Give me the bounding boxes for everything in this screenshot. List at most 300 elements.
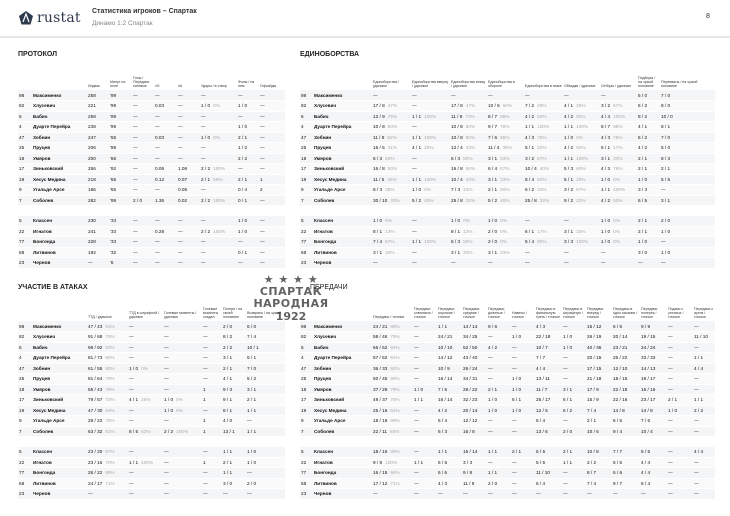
table-row bbox=[18, 478, 285, 489]
stat-cell: 1 / 1 bbox=[222, 447, 246, 458]
table-row bbox=[300, 143, 715, 154]
stat-cell bbox=[372, 226, 411, 237]
stat-percent: 50% bbox=[537, 113, 547, 119]
stat-cell: 2 / 1 bbox=[637, 226, 660, 237]
stat-cell: 6 / 6 bbox=[437, 457, 462, 468]
stat-percent: 100% bbox=[537, 124, 550, 130]
stat-cell: 4 / 2 bbox=[637, 143, 660, 154]
column-header: Возвраты / на чужой половине bbox=[247, 310, 282, 319]
stat-cell: 16 / 14 bbox=[462, 447, 487, 458]
stat-cell bbox=[372, 132, 411, 143]
stat-percent: 75% bbox=[387, 113, 398, 119]
stat-cell: 2 / 0 bbox=[246, 478, 285, 489]
stat-value: 3 / 1 bbox=[451, 249, 461, 255]
player-number: 77 bbox=[18, 237, 32, 248]
stat-cell: 4 / 3 bbox=[535, 321, 562, 332]
player-name: Хлусевич bbox=[32, 332, 87, 343]
stat-cell: — bbox=[202, 363, 222, 374]
stat-value: 3 / 1 bbox=[488, 249, 498, 255]
table-row bbox=[18, 416, 285, 427]
logo-text: rustat bbox=[37, 10, 81, 26]
stat-value: 2 / 0 bbox=[488, 239, 498, 245]
stat-cell: — bbox=[413, 332, 437, 343]
stat-cell bbox=[87, 478, 128, 489]
table-row bbox=[18, 332, 285, 343]
stat-cell: 6 / 4 bbox=[640, 478, 667, 489]
stat-cell bbox=[450, 101, 487, 112]
stat-cell: 4 / 4 bbox=[535, 363, 562, 374]
stat-cell: 4 / 0 bbox=[222, 416, 246, 427]
stat-cell: — bbox=[200, 143, 237, 154]
column-header: Передачи длинные / точные bbox=[488, 306, 505, 319]
stat-cell bbox=[128, 363, 163, 374]
stat-cell: — bbox=[237, 258, 259, 269]
stat-cell: 20 / 14 bbox=[462, 405, 487, 416]
player-number: 17 bbox=[300, 164, 313, 175]
header-number bbox=[18, 68, 32, 90]
stat-cell bbox=[450, 195, 487, 206]
stat-cell: — bbox=[667, 426, 693, 437]
stat-percent: 13% bbox=[385, 228, 395, 234]
stat-value: 1 / 0 bbox=[164, 397, 174, 403]
stat-cell bbox=[87, 363, 128, 374]
stat-cell: 5 / 5 bbox=[640, 447, 667, 458]
stat-cell: — bbox=[487, 258, 524, 269]
stat-cell: 9 / 6 bbox=[487, 321, 511, 332]
player-name: Соболев bbox=[313, 195, 372, 206]
stat-cell: — bbox=[163, 374, 202, 385]
stat-cell bbox=[163, 395, 202, 406]
column-header: Единоборства вверху / удачные bbox=[412, 79, 449, 88]
player-name: Дуарте Перейра bbox=[313, 353, 372, 364]
stat-value: 4 / 3 bbox=[601, 166, 611, 172]
stat-cell: — bbox=[154, 143, 177, 154]
stat-cell bbox=[87, 321, 128, 332]
stat-cell: 34 / 31 bbox=[462, 374, 487, 385]
stat-cell: — bbox=[202, 489, 222, 500]
table-row bbox=[18, 132, 285, 143]
stat-cell: — bbox=[487, 332, 511, 343]
stat-cell: 40 / 36 bbox=[586, 342, 612, 353]
stat-percent: 50% bbox=[576, 145, 586, 151]
stat-percent: 50% bbox=[213, 176, 223, 182]
stat-cell: 4 / 2 bbox=[437, 405, 462, 416]
stat-cell bbox=[450, 153, 487, 164]
stamp-line-1: СПАРТАК bbox=[259, 285, 323, 298]
section-title-duels: ЕДИНОБОРСТВА bbox=[300, 51, 360, 58]
stat-value: 5 / 2 bbox=[412, 197, 422, 203]
stat-value: 26 / 22 bbox=[88, 470, 103, 476]
stat-cell: 1 / 1 bbox=[246, 426, 285, 437]
column-header: Голевые моменты создал bbox=[203, 306, 219, 319]
stat-value: 8 / 1 bbox=[373, 228, 383, 234]
stat-cell: — bbox=[667, 384, 693, 395]
table-row bbox=[300, 174, 715, 185]
stat-value: 5 / 1 bbox=[564, 176, 574, 182]
stat-value: 3 / 2 bbox=[525, 155, 535, 161]
table-row bbox=[300, 416, 715, 427]
stat-cell: 1 bbox=[202, 457, 222, 468]
stat-value: 25 / 8 bbox=[525, 197, 537, 203]
player-number: 6 bbox=[18, 342, 32, 353]
stat-cell: — bbox=[132, 143, 154, 154]
stat-cell bbox=[600, 226, 637, 237]
player-number: 25 bbox=[300, 374, 313, 385]
stat-cell: 1 / 1 bbox=[222, 468, 246, 479]
stat-cell: 1 / 1 bbox=[437, 321, 462, 332]
stat-value: 3 / 1 bbox=[488, 176, 498, 182]
column-header: Единоборства внизу / удачные bbox=[451, 79, 486, 88]
stat-percent: 33% bbox=[576, 228, 586, 234]
stat-cell: '99 bbox=[109, 122, 132, 133]
stat-cell: '33 bbox=[109, 237, 132, 248]
player-name: Зиньковский bbox=[32, 395, 87, 406]
stat-percent: 33% bbox=[500, 176, 510, 182]
spartak-watermark-stamp: ★ ★ ★ ★ СПАРТАК НАРОДНАЯ 1922 bbox=[250, 274, 332, 320]
stat-cell: — bbox=[411, 247, 450, 258]
stat-percent: 89% bbox=[390, 449, 400, 455]
stat-value: 12 / 9 bbox=[373, 113, 385, 119]
stat-value: 55 / 43 bbox=[88, 386, 103, 392]
stat-value: 10 / 6 bbox=[488, 103, 500, 109]
player-name: Соболев bbox=[313, 426, 372, 437]
stat-cell bbox=[487, 247, 524, 258]
stat-percent: 0% bbox=[500, 218, 507, 224]
stat-percent: 33% bbox=[500, 249, 510, 255]
stat-percent: 63% bbox=[141, 428, 151, 434]
stat-cell: — bbox=[132, 185, 154, 196]
player-name: Бабич bbox=[32, 111, 87, 122]
player-number: 9 bbox=[18, 416, 32, 427]
column-header: ТТД в штрафной / удачные bbox=[129, 310, 160, 319]
player-name: Умяров bbox=[313, 153, 372, 164]
player-name: Игнатов bbox=[313, 457, 372, 468]
stat-percent: 75% bbox=[537, 134, 547, 140]
stat-cell: — bbox=[200, 185, 237, 196]
stat-value: 61 / 55 bbox=[88, 365, 103, 371]
stat-cell: — bbox=[563, 216, 600, 227]
stat-percent: 100% bbox=[613, 113, 626, 119]
stat-cell: — bbox=[132, 122, 154, 133]
stat-percent: 80% bbox=[387, 124, 398, 130]
stat-cell: — bbox=[163, 321, 202, 332]
stat-cell: '65 bbox=[109, 132, 132, 143]
column-header: Потери / на своей половине bbox=[223, 306, 243, 319]
stat-cell: — bbox=[259, 247, 285, 258]
player-name: Пруцев bbox=[313, 374, 372, 385]
stat-cell bbox=[87, 395, 128, 406]
stat-percent: 79% bbox=[390, 334, 400, 340]
stat-cell: — bbox=[511, 426, 535, 437]
stat-cell: 19 / 15 bbox=[640, 332, 667, 343]
player-name: Пруцев bbox=[313, 143, 372, 154]
stat-cell bbox=[372, 153, 411, 164]
gap-cell bbox=[300, 437, 715, 447]
stat-value: 2 / 1 bbox=[201, 176, 211, 182]
stat-cell: 8 / 7 bbox=[586, 468, 612, 479]
stat-cell: — bbox=[132, 101, 154, 112]
stat-cell: 1 / 1 bbox=[562, 457, 586, 468]
table-row bbox=[300, 111, 715, 122]
stat-value: 81 / 73 bbox=[88, 355, 103, 361]
player-name: Максименко bbox=[32, 90, 87, 101]
stat-cell bbox=[563, 111, 600, 122]
stat-cell bbox=[487, 143, 524, 154]
column-header: Голы / Передачи голевые bbox=[133, 75, 150, 88]
player-name: Умяров bbox=[32, 153, 87, 164]
substitutes-gap bbox=[18, 437, 285, 447]
stat-value: 1 / 1 bbox=[601, 187, 611, 193]
stat-percent: 40% bbox=[465, 176, 476, 182]
stat-cell: — bbox=[511, 489, 535, 500]
stat-value: 5 / 4 bbox=[525, 239, 535, 245]
stat-cell: 6 / 5 bbox=[535, 447, 562, 458]
player-number: 82 bbox=[18, 101, 32, 112]
stat-cell bbox=[600, 216, 637, 227]
column-header: Обводки / удачные bbox=[564, 83, 596, 88]
stat-percent: 89% bbox=[390, 418, 400, 424]
stat-percent: 88% bbox=[390, 323, 400, 329]
table-row bbox=[300, 195, 715, 206]
stat-value: 25 / 8 bbox=[451, 197, 463, 203]
stat-cell: — bbox=[487, 363, 511, 374]
stat-cell: 28 / 22 bbox=[462, 384, 487, 395]
stat-cell: 8 / 1 bbox=[222, 405, 246, 416]
stat-cell: 1 / 0 bbox=[246, 447, 285, 458]
stat-value: 1 / 0 bbox=[201, 134, 211, 140]
stat-percent: 33% bbox=[465, 145, 476, 151]
stat-cell: 13 / 11 bbox=[535, 374, 562, 385]
stat-cell: '99 bbox=[109, 143, 132, 154]
stat-cell: 20 / 14 bbox=[612, 332, 640, 343]
stat-value: 18 / 16 bbox=[373, 418, 388, 424]
header-player bbox=[32, 68, 87, 90]
stat-cell: — bbox=[132, 164, 154, 175]
stat-cell: — bbox=[413, 363, 437, 374]
stat-cell: 3 / 3 bbox=[637, 185, 660, 196]
stat-cell: — bbox=[154, 237, 177, 248]
player-number: 47 bbox=[300, 132, 313, 143]
stat-cell: — bbox=[667, 363, 693, 374]
stat-cell: 2 / 0 bbox=[562, 426, 586, 437]
stat-cell: — bbox=[413, 374, 437, 385]
column-header: Передачи с аутов / точные bbox=[694, 306, 714, 319]
stat-cell: — bbox=[132, 153, 154, 164]
stat-cell: — bbox=[562, 489, 586, 500]
section-title-attacks: УЧАСТИЕ В АТАКАХ bbox=[18, 284, 88, 291]
table-row bbox=[300, 374, 715, 385]
player-name: Зиньковский bbox=[32, 164, 87, 175]
stat-cell bbox=[200, 174, 237, 185]
stat-value: 17 / 8 bbox=[451, 103, 463, 109]
column-header: Минут на поле bbox=[110, 79, 126, 88]
stat-cell: — bbox=[450, 90, 487, 101]
stat-cell: — bbox=[693, 489, 715, 500]
stat-percent: 0% bbox=[500, 228, 507, 234]
stat-cell bbox=[487, 101, 524, 112]
player-number: 25 bbox=[18, 374, 32, 385]
stat-cell: 282 bbox=[87, 195, 109, 206]
stat-cell: 1 / 2 bbox=[237, 143, 259, 154]
stat-cell: 6 / 1 bbox=[511, 395, 535, 406]
player-name: Максименко bbox=[313, 90, 372, 101]
stat-percent: 13% bbox=[463, 228, 473, 234]
player-number: 18 bbox=[18, 153, 32, 164]
stat-value: 12 / 4 bbox=[451, 145, 463, 151]
stat-percent: 71% bbox=[390, 480, 400, 486]
stat-cell: — bbox=[128, 353, 163, 364]
stat-cell: — bbox=[667, 489, 693, 500]
stat-value: 3 / 1 bbox=[601, 155, 611, 161]
stat-cell: — bbox=[524, 247, 563, 258]
stat-percent: 40% bbox=[500, 197, 510, 203]
stat-cell: 2 / 1 bbox=[637, 216, 660, 227]
gap-cell bbox=[18, 206, 285, 216]
stat-percent: 100% bbox=[213, 228, 226, 234]
stat-percent: 50% bbox=[613, 197, 623, 203]
stat-cell: 1 / 1 bbox=[487, 447, 511, 458]
stat-cell bbox=[372, 416, 413, 427]
stat-cell bbox=[372, 468, 413, 479]
stat-value: 1 / 1 bbox=[412, 239, 422, 245]
stat-cell: — bbox=[413, 321, 437, 332]
stat-cell: 11 / 9 bbox=[462, 478, 487, 489]
stat-value: 7 / 4 bbox=[373, 239, 383, 245]
stat-value: 1 / 0 bbox=[201, 103, 211, 109]
stat-value: 3 / 3 bbox=[564, 239, 574, 245]
player-name: Максименко bbox=[313, 321, 372, 332]
stat-value: 8 / 7 bbox=[488, 113, 498, 119]
table-row bbox=[18, 185, 285, 196]
stat-cell: — bbox=[693, 457, 715, 468]
column-header: Индекс bbox=[88, 83, 101, 88]
stat-cell: 2 / 2 bbox=[222, 342, 246, 353]
stat-value: 11 / 9 bbox=[373, 134, 385, 140]
stat-cell: — bbox=[563, 258, 600, 269]
stat-cell: — bbox=[562, 321, 586, 332]
stat-cell: 7 / 7 bbox=[612, 447, 640, 458]
stat-cell: — bbox=[667, 342, 693, 353]
gap-cell bbox=[300, 206, 715, 216]
stat-percent: 67% bbox=[613, 103, 623, 109]
stat-cell bbox=[200, 164, 237, 175]
stat-cell bbox=[487, 237, 524, 248]
stat-value: 4 / 3 bbox=[525, 134, 535, 140]
stat-cell bbox=[563, 143, 600, 154]
table-row bbox=[18, 216, 285, 227]
stat-cell: — bbox=[372, 258, 411, 269]
stat-cell bbox=[372, 384, 413, 395]
stat-cell: — bbox=[237, 237, 259, 248]
player-name: Игнатов bbox=[32, 457, 87, 468]
stat-cell: 1 / 0 bbox=[237, 226, 259, 237]
player-number: 68 bbox=[300, 478, 313, 489]
stat-cell bbox=[524, 143, 563, 154]
stat-cell: — bbox=[487, 90, 524, 101]
stat-cell: — bbox=[511, 342, 535, 353]
table-row bbox=[300, 258, 715, 269]
stat-cell: — bbox=[128, 374, 163, 385]
player-number: 7 bbox=[300, 195, 313, 206]
stat-cell: — bbox=[177, 237, 200, 248]
stat-percent: 51% bbox=[105, 428, 115, 434]
stat-cell: — bbox=[154, 111, 177, 122]
stat-cell bbox=[524, 122, 563, 133]
player-name: Бабич bbox=[32, 342, 87, 353]
stat-cell: — bbox=[667, 478, 693, 489]
stat-cell bbox=[563, 122, 600, 133]
stat-cell: — bbox=[132, 132, 154, 143]
stat-cell: 2 / 0 bbox=[132, 195, 154, 206]
stat-value: 4 / 1 bbox=[412, 145, 422, 151]
stat-cell: 20 / 15 bbox=[586, 353, 612, 364]
stat-cell: 1 / 0 bbox=[246, 457, 285, 468]
stat-cell: '65 bbox=[109, 174, 132, 185]
player-number: 17 bbox=[18, 164, 32, 175]
stat-cell: 1 bbox=[202, 416, 222, 427]
table-row bbox=[18, 321, 285, 332]
stat-cell: — bbox=[487, 489, 511, 500]
stat-cell: 3 / 1 bbox=[562, 384, 586, 395]
stat-cell bbox=[372, 395, 413, 406]
stat-value: 10 / 4 bbox=[451, 176, 463, 182]
stat-percent: 17% bbox=[613, 145, 623, 151]
stat-cell: 4 / 1 bbox=[637, 122, 660, 133]
stat-percent: 90% bbox=[390, 376, 400, 382]
stat-value: 1 / 0 bbox=[488, 218, 498, 224]
stat-percent: 22% bbox=[576, 197, 586, 203]
stat-percent: 75% bbox=[613, 166, 623, 172]
table-row bbox=[300, 332, 715, 343]
stat-percent: 60% bbox=[576, 166, 586, 172]
player-name: Угальде Арсе bbox=[32, 185, 87, 196]
stat-cell bbox=[600, 153, 637, 164]
stat-cell: 9 / 4 bbox=[612, 426, 640, 437]
stat-percent: 78% bbox=[500, 124, 510, 130]
stat-value: 9 / 7 bbox=[488, 124, 498, 130]
player-name: Максименко bbox=[32, 321, 87, 332]
stat-percent: 80% bbox=[465, 134, 476, 140]
table-row bbox=[18, 226, 285, 237]
stat-cell: 18 / 15 bbox=[612, 374, 640, 385]
stat-cell bbox=[563, 164, 600, 175]
stat-cell: — bbox=[667, 416, 693, 427]
column-header: Фолы / на нем bbox=[238, 79, 255, 88]
stat-value: 50 / 45 bbox=[373, 376, 388, 382]
stat-cell: — bbox=[413, 447, 437, 458]
stat-cell: — bbox=[200, 237, 237, 248]
player-number: 9 bbox=[300, 416, 313, 427]
stat-value: 4 / 1 bbox=[564, 103, 574, 109]
stat-cell: 206 bbox=[87, 143, 109, 154]
table-row bbox=[300, 457, 715, 468]
stat-cell: 1.06 bbox=[177, 164, 200, 175]
stat-value: 16 / 15 bbox=[373, 470, 388, 476]
player-name: Бонгонда bbox=[32, 468, 87, 479]
stat-percent: 100% bbox=[385, 459, 398, 465]
column-header: Единоборства в обороне bbox=[488, 79, 515, 88]
stat-cell: — bbox=[563, 90, 600, 101]
stat-cell: 2 / 1 bbox=[660, 164, 715, 175]
stat-cell: — bbox=[413, 416, 437, 427]
stat-cell bbox=[200, 101, 237, 112]
column-header: Передачи ключевые / точные bbox=[414, 306, 433, 319]
stat-cell: 4 / 3 bbox=[437, 478, 462, 489]
stat-value: 1 / 1 bbox=[412, 134, 422, 140]
section-title-passes: ПЕРЕДАЧИ bbox=[310, 284, 348, 291]
stat-cell bbox=[128, 395, 163, 406]
column-header: Офсайды bbox=[260, 83, 277, 88]
